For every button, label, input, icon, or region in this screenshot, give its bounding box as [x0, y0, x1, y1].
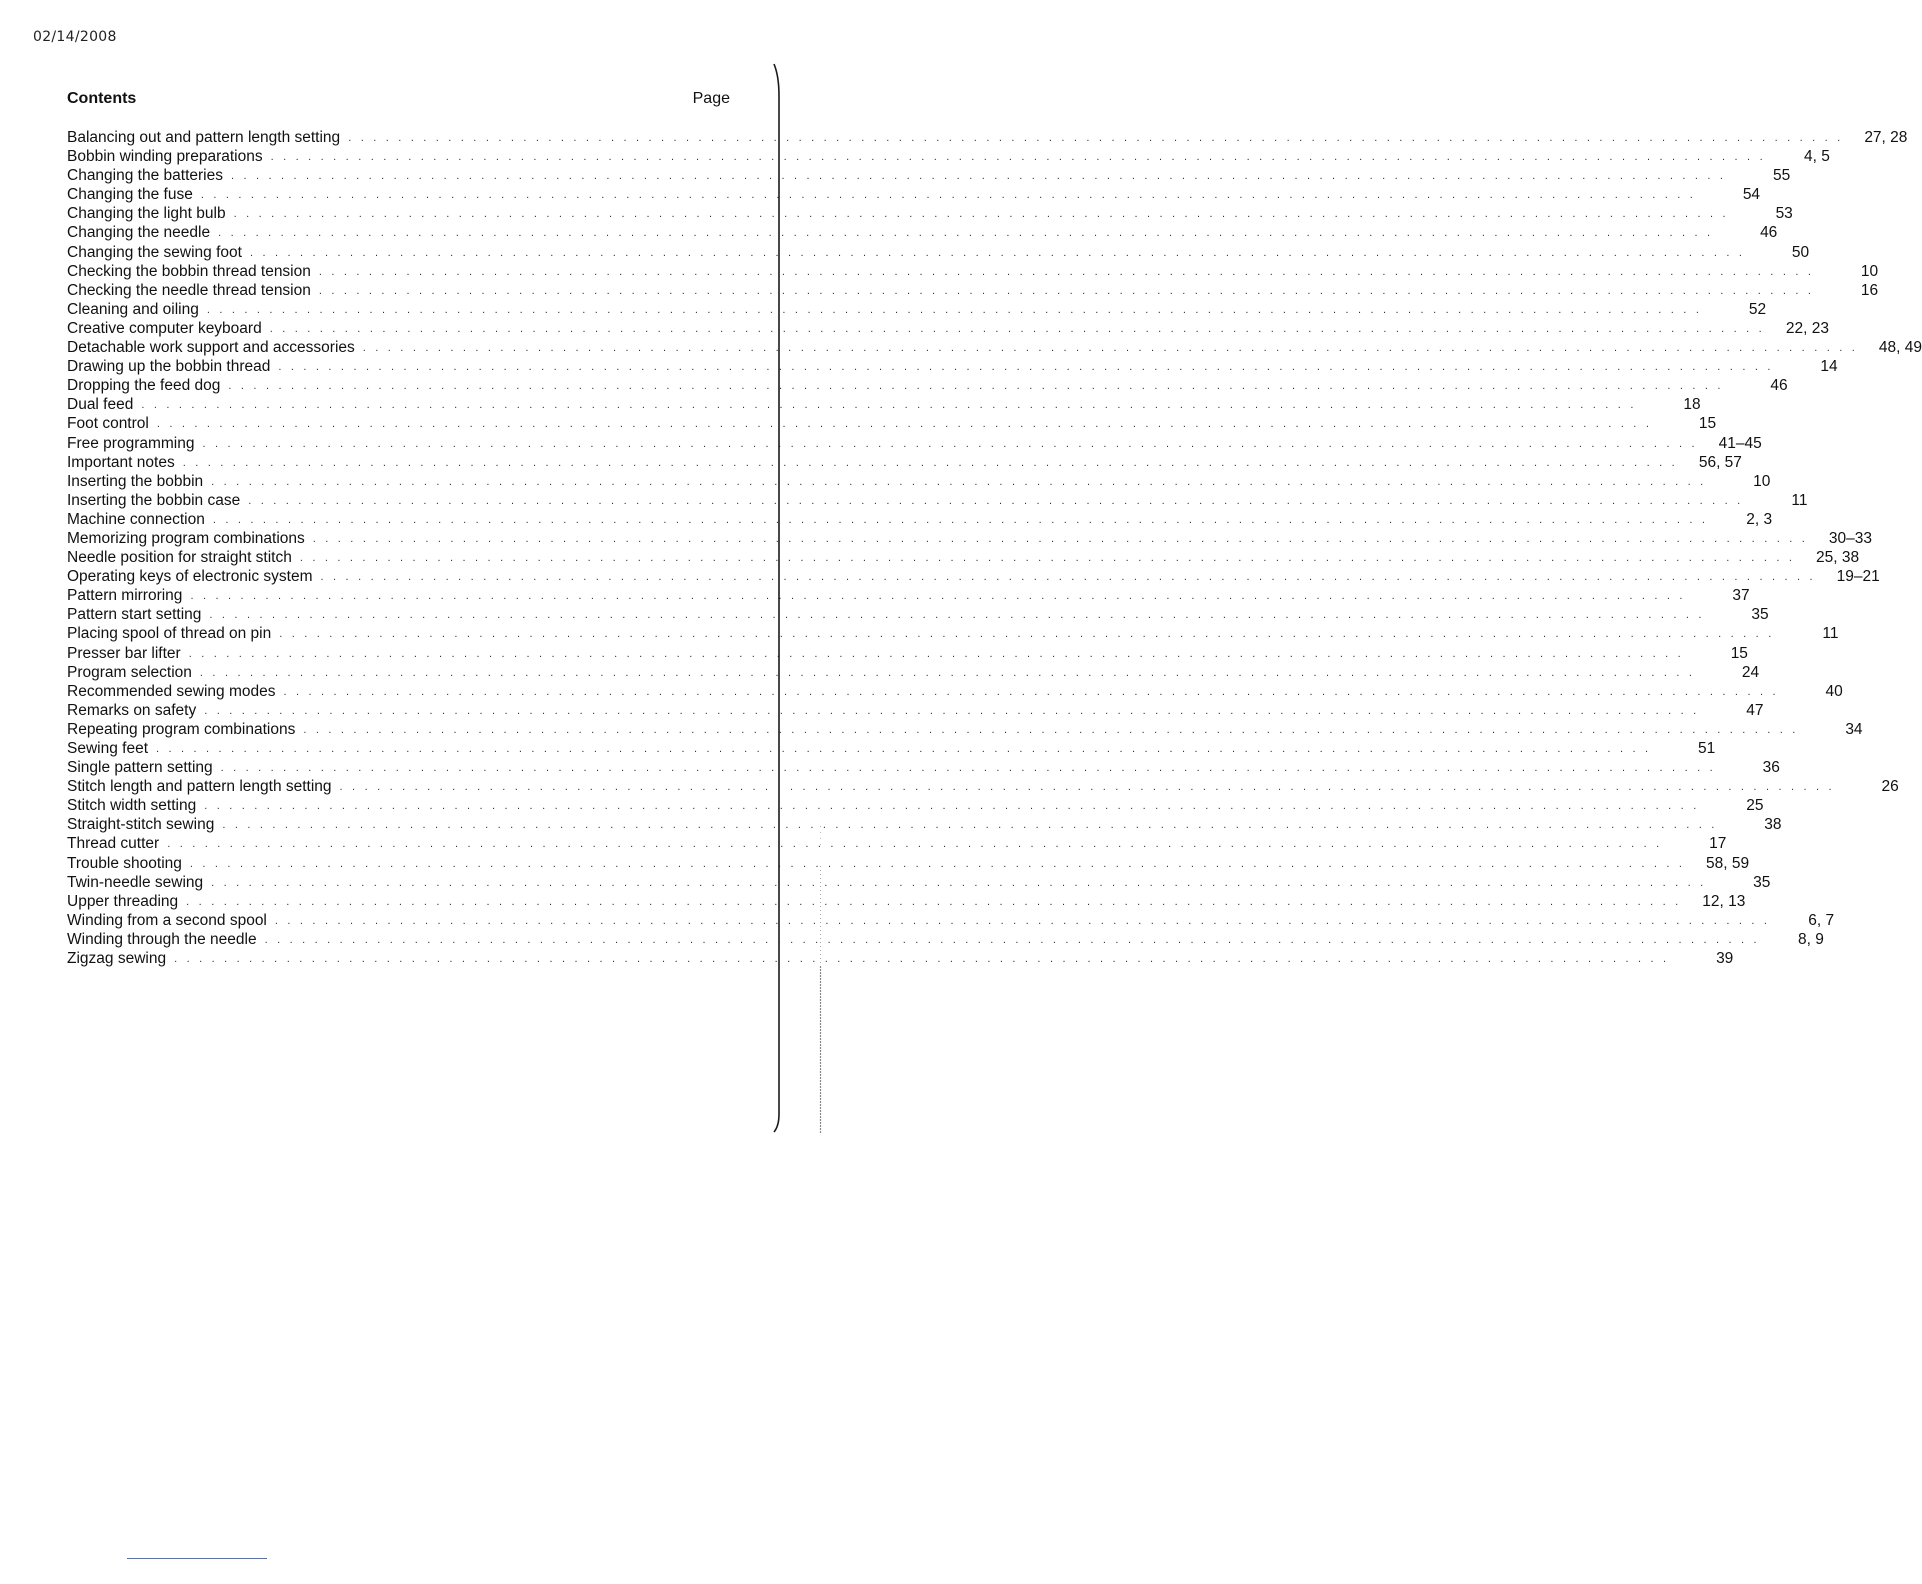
toc-entry: [67, 586, 1750, 605]
toc-entry: [67, 949, 1734, 968]
toc-entry-page: 19–21: [1836, 568, 1880, 586]
toc-dot-leader: . . . . . . . . . . . . . . . . . . . . . . . . . . . . . . . . . . . . . . . . . . . . . . . . . . . . . . . . . . . . . . . . . . . . . . . . . . . . . . . . . . . . . . . . . . . . . . . . . . . . . . . . . . . . . . . . . . . . . . . .: [248, 494, 1744, 507]
toc-dot-leader: . . . . . . . . . . . . . . . . . . . . . . . . . . . . . . . . . . . . . . . . . . . . . . . . . . . . . . . . . . . . . . . . . . . . . . . . . . . . . . . . . . . . . . . . . . . . . . . . . . . . . . . . . . . . . . . . . . . . . . . .: [182, 456, 1678, 469]
toc-entry-page: 12, 13: [1702, 892, 1746, 910]
toc-entry: [67, 854, 1750, 873]
toc-entry-title: Drawing up the bobbin thread: [67, 358, 271, 376]
toc-entry: [67, 262, 1879, 281]
toc-dot-leader: . . . . . . . . . . . . . . . . . . . . . . . . . . . . . . . . . . . . . . . . . . . . . . . . . . . . . . . . . . . . . . . . . . . . . . . . . . . . . . . . . . . . . . . . . . . . . . . . . . . . . . . . . . . . . . . . . . . . . . . .: [362, 342, 1858, 355]
toc-entry-page: 39: [1716, 950, 1734, 968]
toc-dot-leader: . . . . . . . . . . . . . . . . . . . . . . . . . . . . . . . . . . . . . . . . . . . . . . . . . . . . . . . . . . . . . . . . . . . . . . . . . . . . . . . . . . . . . . . . . . . . . . . . . . . . . . . . . . . . . . . . . . . . . . . .: [303, 723, 1799, 736]
toc-entry-title: Changing the sewing foot: [67, 243, 242, 261]
toc-entry: [67, 166, 1791, 185]
toc-dot-leader: . . . . . . . . . . . . . . . . . . . . . . . . . . . . . . . . . . . . . . . . . . . . . . . . . . . . . . . . . . . . . . . . . . . . . . . . . . . . . . . . . . . . . . . . . . . . . . . . . . . . . . . . . . . . . . . . . . . . . . . .: [320, 571, 1816, 584]
toc-entry-title: Inserting the bobbin: [67, 472, 204, 490]
toc-entry-page: 22, 23: [1785, 319, 1829, 337]
toc-entry: [67, 663, 1760, 682]
toc-entry-title: Trouble shooting: [67, 854, 182, 872]
toc-dot-leader: . . . . . . . . . . . . . . . . . . . . . . . . . . . . . . . . . . . . . . . . . . . . . . . . . . . . . . . . . . . . . . . . . . . . . . . . . . . . . . . . . . . . . . . . . . . . . . . . . . . . . . . . . . . . . . . . . . . . . . . .: [274, 914, 1771, 927]
toc-dot-leader: . . . . . . . . . . . . . . . . . . . . . . . . . . . . . . . . . . . . . . . . . . . . . . . . . . . . . . . . . . . . . . . . . . . . . . . . . . . . . . . . . . . . . . . . . . . . . . . . . . . . . . . . . . . . . . . . . . . . . . . .: [174, 953, 1670, 966]
toc-entry: [67, 701, 1764, 720]
toc-dot-leader: . . . . . . . . . . . . . . . . . . . . . . . . . . . . . . . . . . . . . . . . . . . . . . . . . . . . . . . . . . . . . . . . . . . . . . . . . . . . . . . . . . . . . . . . . . . . . . . . . . . . . . . . . . . . . . . . . . . . . . . .: [156, 418, 1653, 431]
toc-entry: [67, 777, 1899, 796]
toc-entry-title: Placing spool of thread on pin: [67, 625, 272, 643]
print-date: 02/14/2008: [33, 29, 117, 45]
toc-entry-page: 14: [1820, 358, 1838, 376]
toc-entry: [67, 357, 1838, 376]
contents-header: [67, 90, 730, 110]
toc-dot-leader: . . . . . . . . . . . . . . . . . . . . . . . . . . . . . . . . . . . . . . . . . . . . . . . . . . . . . . . . . . . . . . . . . . . . . . . . . . . . . . . . . . . . . . . . . . . . . . . . . . . . . . . . . . . . . . . . . . . . . . . .: [204, 704, 1700, 717]
toc-entry: [67, 796, 1764, 815]
toc-dot-leader: . . . . . . . . . . . . . . . . . . . . . . . . . . . . . . . . . . . . . . . . . . . . . . . . . . . . . . . . . . . . . . . . . . . . . . . . . . . . . . . . . . . . . . . . . . . . . . . . . . . . . . . . . . . . . . . . . . . . . . . .: [249, 246, 1746, 259]
toc-entry: [67, 529, 1872, 548]
toc-dot-leader: . . . . . . . . . . . . . . . . . . . . . . . . . . . . . . . . . . . . . . . . . . . . . . . . . . . . . . . . . . . . . . . . . . . . . . . . . . . . . . . . . . . . . . . . . . . . . . . . . . . . . . . . . . . . . . . . . . . . . . . .: [318, 265, 1815, 278]
toc-entry-page: 10: [1860, 262, 1879, 280]
toc-entry: [67, 376, 1788, 395]
toc-entry: [67, 873, 1771, 892]
toc-entry-title: Free programming: [67, 434, 195, 452]
toc-entry-page: 47: [1746, 701, 1764, 719]
toc-entry-page: 35: [1751, 606, 1769, 624]
toc-entry-title: Changing the needle: [67, 224, 211, 242]
toc-entry-title: Memorizing program combinations: [67, 529, 305, 547]
toc-entry-title: Inserting the bobbin case: [67, 491, 241, 509]
toc-dot-leader: . . . . . . . . . . . . . . . . . . . . . . . . . . . . . . . . . . . . . . . . . . . . . . . . . . . . . . . . . . . . . . . . . . . . . . . . . . . . . . . . . . . . . . . . . . . . . . . . . . . . . . . . . . . . . . . . . . . . . . . .: [299, 552, 1796, 565]
toc-entry-title: Thread cutter: [67, 835, 160, 853]
toc-dot-leader: . . . . . . . . . . . . . . . . . . . . . . . . . . . . . . . . . . . . . . . . . . . . . . . . . . . . . . . . . . . . . . . . . . . . . . . . . . . . . . . . . . . . . . . . . . . . . . . . . . . . . . . . . . . . . . . . . . . . . . . .: [141, 399, 1637, 412]
toc-entry-page: 25: [1746, 797, 1764, 815]
scan-edge-artifact: [818, 826, 823, 1134]
page-binding-bracket: [760, 62, 782, 1134]
toc-dot-leader: . . . . . . . . . . . . . . . . . . . . . . . . . . . . . . . . . . . . . . . . . . . . . . . . . . . . . . . . . . . . . . . . . . . . . . . . . . . . . . . . . . . . . . . . . . . . . . . . . . . . . . . . . . . . . . . . . . . . . . . .: [270, 151, 1766, 164]
toc-entry-title: Bobbin winding preparations: [67, 148, 263, 166]
toc-entry: [67, 319, 1829, 338]
toc-entry-page: 46: [1760, 224, 1778, 242]
toc-entry-page: 24: [1741, 663, 1760, 681]
toc-entry-page: 52: [1748, 300, 1767, 318]
toc-entry-title: Pattern start setting: [67, 606, 202, 624]
toc-dot-leader: . . . . . . . . . . . . . . . . . . . . . . . . . . . . . . . . . . . . . . . . . . . . . . . . . . . . . . . . . . . . . . . . . . . . . . . . . . . . . . . . . . . . . . . . . . . . . . . . . . . . . . . . . . . . . . . . . . . . . . . .: [318, 284, 1815, 297]
toc-dot-leader: . . . . . . . . . . . . . . . . . . . . . . . . . . . . . . . . . . . . . . . . . . . . . . . . . . . . . . . . . . . . . . . . . . . . . . . . . . . . . . . . . . . . . . . . . . . . . . . . . . . . . . . . . . . . . . . . . . . . . . . .: [167, 838, 1663, 851]
toc-dot-leader: . . . . . . . . . . . . . . . . . . . . . . . . . . . . . . . . . . . . . . . . . . . . . . . . . . . . . . . . . . . . . . . . . . . . . . . . . . . . . . . . . . . . . . . . . . . . . . . . . . . . . . . . . . . . . . . . . . . . . . . .: [233, 208, 1729, 221]
toc-entry-page: 53: [1775, 205, 1793, 223]
toc-entry-page: 46: [1770, 377, 1788, 395]
toc-entry: [67, 644, 1748, 663]
toc-entry-title: Recommended sewing modes: [67, 682, 276, 700]
toc-entry-title: Dual feed: [67, 396, 134, 414]
toc-entry-title: Zigzag sewing: [67, 950, 167, 968]
page-column-label: Page: [692, 90, 730, 107]
toc-dot-leader: . . . . . . . . . . . . . . . . . . . . . . . . . . . . . . . . . . . . . . . . . . . . . . . . . . . . . . . . . . . . . . . . . . . . . . . . . . . . . . . . . . . . . . . . . . . . . . . . . . . . . . . . . . . . . . . . . . . . . . . .: [186, 895, 1682, 908]
toc-entry-page: 48, 49: [1878, 339, 1922, 357]
toc-entry: [67, 281, 1879, 300]
toc-entry: [67, 491, 1808, 510]
toc-entry-page: 40: [1825, 682, 1843, 700]
toc-entry-page: 36: [1762, 759, 1780, 777]
toc-entry-title: Foot control: [67, 415, 149, 433]
toc-entry-title: Checking the needle thread tension: [67, 281, 311, 299]
toc-entry: [67, 338, 1922, 357]
toc-entry-title: Single pattern setting: [67, 759, 213, 777]
toc-entry-title: Presser bar lifter: [67, 644, 181, 662]
toc-entry: [67, 815, 1782, 834]
toc-entry-title: Dropping the feed dog: [67, 377, 221, 395]
toc-entry: [67, 892, 1746, 911]
toc-entry: [67, 147, 1830, 166]
toc-dot-leader: . . . . . . . . . . . . . . . . . . . . . . . . . . . . . . . . . . . . . . . . . . . . . . . . . . . . . . . . . . . . . . . . . . . . . . . . . . . . . . . . . . . . . . . . . . . . . . . . . . . . . . . . . . . . . . . . . . . . . . . .: [209, 609, 1705, 622]
toc-entry: [67, 548, 1860, 567]
toc-dot-leader: . . . . . . . . . . . . . . . . . . . . . . . . . . . . . . . . . . . . . . . . . . . . . . . . . . . . . . . . . . . . . . . . . . . . . . . . . . . . . . . . . . . . . . . . . . . . . . . . . . . . . . . . . . . . . . . . . . . . . . . .: [199, 666, 1696, 679]
table-of-contents: [67, 128, 1922, 968]
toc-dot-leader: . . . . . . . . . . . . . . . . . . . . . . . . . . . . . . . . . . . . . . . . . . . . . . . . . . . . . . . . . . . . . . . . . . . . . . . . . . . . . . . . . . . . . . . . . . . . . . . . . . . . . . . . . . . . . . . . . . . . . . . .: [212, 513, 1709, 526]
toc-entry-page: 25, 38: [1816, 549, 1860, 567]
toc-entry: [67, 739, 1716, 758]
toc-entry-title: Balancing out and pattern length setting: [67, 129, 341, 146]
toc-dot-leader: . . . . . . . . . . . . . . . . . . . . . . . . . . . . . . . . . . . . . . . . . . . . . . . . . . . . . . . . . . . . . . . . . . . . . . . . . . . . . . . . . . . . . . . . . . . . . . . . . . . . . . . . . . . . . . . . . . . . . . . .: [278, 361, 1774, 374]
toc-entry-page: 10: [1753, 472, 1771, 490]
toc-entry-page: 56, 57: [1698, 453, 1742, 471]
toc-entry: [67, 682, 1843, 701]
toc-entry-title: Twin-needle sewing: [67, 873, 204, 891]
toc-entry-page: 2, 3: [1746, 510, 1773, 528]
toc-dot-leader: . . . . . . . . . . . . . . . . . . . . . . . . . . . . . . . . . . . . . . . . . . . . . . . . . . . . . . . . . . . . . . . . . . . . . . . . . . . . . . . . . . . . . . . . . . . . . . . . . . . . . . . . . . . . . . . . . . . . . . . .: [269, 322, 1765, 335]
toc-dot-leader: . . . . . . . . . . . . . . . . . . . . . . . . . . . . . . . . . . . . . . . . . . . . . . . . . . . . . . . . . . . . . . . . . . . . . . . . . . . . . . . . . . . . . . . . . . . . . . . . . . . . . . . . . . . . . . . . . . . . . . . .: [202, 437, 1698, 450]
toc-entry-page: 15: [1698, 415, 1717, 433]
toc-entry: [67, 204, 1793, 223]
toc-entry: [67, 472, 1771, 491]
toc-dot-leader: . . . . . . . . . . . . . . . . . . . . . . . . . . . . . . . . . . . . . . . . . . . . . . . . . . . . . . . . . . . . . . . . . . . . . . . . . . . . . . . . . . . . . . . . . . . . . . . . . . . . . . . . . . . . . . . . . . . . . . . .: [156, 743, 1652, 755]
toc-entry: [67, 128, 1908, 147]
toc-dot-leader: . . . . . . . . . . . . . . . . . . . . . . . . . . . . . . . . . . . . . . . . . . . . . . . . . . . . . . . . . . . . . . . . . . . . . . . . . . . . . . . . . . . . . . . . . . . . . . . . . . . . . . . . . . . . . . . . . . . . . . . .: [220, 762, 1716, 775]
toc-entry: [67, 834, 1727, 853]
toc-entry-title: Program selection: [67, 663, 192, 681]
toc-entry-page: 37: [1732, 587, 1750, 605]
toc-dot-leader: . . . . . . . . . . . . . . . . . . . . . . . . . . . . . . . . . . . . . . . . . . . . . . . . . . . . . . . . . . . . . . . . . . . . . . . . . . . . . . . . . . . . . . . . . . . . . . . . . . . . . . . . . . . . . . . . . . . . . . . .: [211, 475, 1707, 488]
toc-entry-page: 41–45: [1718, 434, 1762, 452]
toc-dot-leader: . . . . . . . . . . . . . . . . . . . . . . . . . . . . . . . . . . . . . . . . . . . . . . . . . . . . . . . . . . . . . . . . . . . . . . . . . . . . . . . . . . . . . . . . . . . . . . . . . . . . . . . . . . . . . . . . . . . . . . . .: [211, 876, 1707, 889]
toc-entry-title: Straight-stitch sewing: [67, 816, 215, 834]
toc-entry-title: Winding from a second spool: [67, 911, 267, 929]
toc-entry-page: 55: [1772, 167, 1791, 185]
toc-entry: [67, 453, 1742, 472]
toc-entry-page: 58, 59: [1706, 854, 1750, 872]
toc-entry: [67, 720, 1863, 739]
toc-entry-page: 16: [1860, 281, 1879, 299]
toc-entry-page: 27, 28: [1864, 129, 1908, 146]
toc-entry-page: 50: [1791, 243, 1810, 261]
toc-entry-page: 26: [1881, 778, 1899, 796]
toc-entry-page: 11: [1791, 491, 1808, 509]
toc-entry-page: 15: [1730, 644, 1748, 662]
toc-entry-title: Winding through the needle: [67, 930, 257, 948]
toc-entry: [67, 624, 1839, 643]
toc-entry-page: 4, 5: [1803, 148, 1830, 166]
toc-entry-title: Machine connection: [67, 510, 205, 528]
toc-dot-leader: . . . . . . . . . . . . . . . . . . . . . . . . . . . . . . . . . . . . . . . . . . . . . . . . . . . . . . . . . . . . . . . . . . . . . . . . . . . . . . . . . . . . . . . . . . . . . . . . . . . . . . . . . . . . . . . . . . . . . . . .: [189, 857, 1686, 870]
toc-dot-leader: . . . . . . . . . . . . . . . . . . . . . . . . . . . . . . . . . . . . . . . . . . . . . . . . . . . . . . . . . . . . . . . . . . . . . . . . . . . . . . . . . . . . . . . . . . . . . . . . . . . . . . . . . . . . . . . . . . . . . . . .: [230, 170, 1727, 183]
toc-entry-title: Changing the light bulb: [67, 205, 226, 223]
toc-entry-page: 6, 7: [1808, 911, 1835, 929]
toc-entry: [67, 185, 1761, 204]
toc-entry: [67, 510, 1773, 529]
toc-entry: [67, 911, 1835, 930]
toc-dot-leader: . . . . . . . . . . . . . . . . . . . . . . . . . . . . . . . . . . . . . . . . . . . . . . . . . . . . . . . . . . . . . . . . . . . . . . . . . . . . . . . . . . . . . . . . . . . . . . . . . . . . . . . . . . . . . . . . . . . . . . . .: [339, 781, 1835, 794]
toc-entry-title: Cleaning and oiling: [67, 300, 199, 318]
toc-dot-leader: . . . . . . . . . . . . . . . . . . . . . . . . . . . . . . . . . . . . . . . . . . . . . . . . . . . . . . . . . . . . . . . . . . . . . . . . . . . . . . . . . . . . . . . . . . . . . . . . . . . . . . . . . . . . . . . . . . . . . . . .: [312, 532, 1808, 545]
toc-entry: [67, 434, 1762, 453]
toc-entry-page: 18: [1683, 396, 1701, 414]
toc-entry-title: Creative computer keyboard: [67, 319, 262, 337]
toc-dot-leader: . . . . . . . . . . . . . . . . . . . . . . . . . . . . . . . . . . . . . . . . . . . . . . . . . . . . . . . . . . . . . . . . . . . . . . . . . . . . . . . . . . . . . . . . . . . . . . . . . . . . . . . . . . . . . . . . . . . . . . . .: [204, 800, 1700, 813]
toc-entry-title: Stitch length and pattern length setting: [67, 778, 332, 796]
toc-entry: [67, 930, 1824, 949]
toc-entry-title: Detachable work support and accessories: [67, 339, 355, 357]
toc-dot-leader: . . . . . . . . . . . . . . . . . . . . . . . . . . . . . . . . . . . . . . . . . . . . . . . . . . . . . . . . . . . . . . . . . . . . . . . . . . . . . . . . . . . . . . . . . . . . . . . . . . . . . . . . . . . . . . . . . . . . . . . .: [348, 132, 1844, 144]
toc-entry-title: Sewing feet: [67, 740, 148, 757]
toc-dot-leader: . . . . . . . . . . . . . . . . . . . . . . . . . . . . . . . . . . . . . . . . . . . . . . . . . . . . . . . . . . . . . . . . . . . . . . . . . . . . . . . . . . . . . . . . . . . . . . . . . . . . . . . . . . . . . . . . . . . . . . . .: [228, 380, 1724, 393]
toc-entry-page: 34: [1845, 720, 1863, 738]
toc-entry-page: 35: [1753, 873, 1771, 891]
toc-entry-page: 51: [1697, 740, 1716, 757]
toc-entry: [67, 223, 1778, 242]
toc-entry-title: Stitch width setting: [67, 797, 197, 815]
toc-entry-title: Checking the bobbin thread tension: [67, 262, 311, 280]
toc-dot-leader: . . . . . . . . . . . . . . . . . . . . . . . . . . . . . . . . . . . . . . . . . . . . . . . . . . . . . . . . . . . . . . . . . . . . . . . . . . . . . . . . . . . . . . . . . . . . . . . . . . . . . . . . . . . . . . . . . . . . . . . .: [218, 227, 1714, 240]
toc-entry-title: Upper threading: [67, 892, 179, 910]
toc-entry: [67, 758, 1780, 777]
toc-entry: [67, 414, 1717, 433]
toc-dot-leader: . . . . . . . . . . . . . . . . . . . . . . . . . . . . . . . . . . . . . . . . . . . . . . . . . . . . . . . . . . . . . . . . . . . . . . . . . . . . . . . . . . . . . . . . . . . . . . . . . . . . . . . . . . . . . . . . . . . . . . . .: [222, 819, 1718, 832]
toc-entry-page: 30–33: [1828, 529, 1872, 547]
toc-entry: [67, 605, 1769, 624]
toc-dot-leader: . . . . . . . . . . . . . . . . . . . . . . . . . . . . . . . . . . . . . . . . . . . . . . . . . . . . . . . . . . . . . . . . . . . . . . . . . . . . . . . . . . . . . . . . . . . . . . . . . . . . . . . . . . . . . . . . . . . . . . . .: [279, 628, 1775, 641]
toc-entry: [67, 567, 1880, 586]
contents-title: Contents: [67, 90, 137, 107]
toc-dot-leader: . . . . . . . . . . . . . . . . . . . . . . . . . . . . . . . . . . . . . . . . . . . . . . . . . . . . . . . . . . . . . . . . . . . . . . . . . . . . . . . . . . . . . . . . . . . . . . . . . . . . . . . . . . . . . . . . . . . . . . . .: [264, 933, 1760, 946]
toc-dot-leader: . . . . . . . . . . . . . . . . . . . . . . . . . . . . . . . . . . . . . . . . . . . . . . . . . . . . . . . . . . . . . . . . . . . . . . . . . . . . . . . . . . . . . . . . . . . . . . . . . . . . . . . . . . . . . . . . . . . . . . . .: [200, 189, 1697, 202]
toc-entry-page: 17: [1709, 835, 1727, 853]
toc-entry-title: Operating keys of electronic system: [67, 568, 313, 586]
toc-entry-page: 8, 9: [1797, 930, 1824, 948]
toc-entry-title: Needle position for straight stitch: [67, 549, 292, 567]
footer-rule: [127, 1558, 267, 1559]
toc-entry-title: Pattern mirroring: [67, 587, 183, 605]
toc-entry-title: Changing the batteries: [67, 167, 223, 185]
toc-dot-leader: . . . . . . . . . . . . . . . . . . . . . . . . . . . . . . . . . . . . . . . . . . . . . . . . . . . . . . . . . . . . . . . . . . . . . . . . . . . . . . . . . . . . . . . . . . . . . . . . . . . . . . . . . . . . . . . . . . . . . . . .: [206, 303, 1703, 316]
toc-dot-leader: . . . . . . . . . . . . . . . . . . . . . . . . . . . . . . . . . . . . . . . . . . . . . . . . . . . . . . . . . . . . . . . . . . . . . . . . . . . . . . . . . . . . . . . . . . . . . . . . . . . . . . . . . . . . . . . . . . . . . . . .: [190, 590, 1686, 603]
toc-entry-title: Important notes: [67, 453, 175, 471]
toc-entry: [67, 243, 1810, 262]
toc-entry-title: Repeating program combinations: [67, 720, 296, 738]
toc-entry: [67, 395, 1701, 414]
toc-entry-title: Changing the fuse: [67, 186, 193, 204]
toc-entry-page: 54: [1742, 186, 1761, 204]
toc-entry-title: Remarks on safety: [67, 701, 197, 719]
toc-dot-leader: . . . . . . . . . . . . . . . . . . . . . . . . . . . . . . . . . . . . . . . . . . . . . . . . . . . . . . . . . . . . . . . . . . . . . . . . . . . . . . . . . . . . . . . . . . . . . . . . . . . . . . . . . . . . . . . . . . . . . . . .: [283, 685, 1779, 698]
toc-entry-page: 38: [1764, 816, 1782, 834]
toc-entry-page: 11: [1822, 625, 1839, 643]
toc-dot-leader: . . . . . . . . . . . . . . . . . . . . . . . . . . . . . . . . . . . . . . . . . . . . . . . . . . . . . . . . . . . . . . . . . . . . . . . . . . . . . . . . . . . . . . . . . . . . . . . . . . . . . . . . . . . . . . . . . . . . . . . .: [188, 647, 1684, 660]
toc-entry: [67, 300, 1767, 319]
